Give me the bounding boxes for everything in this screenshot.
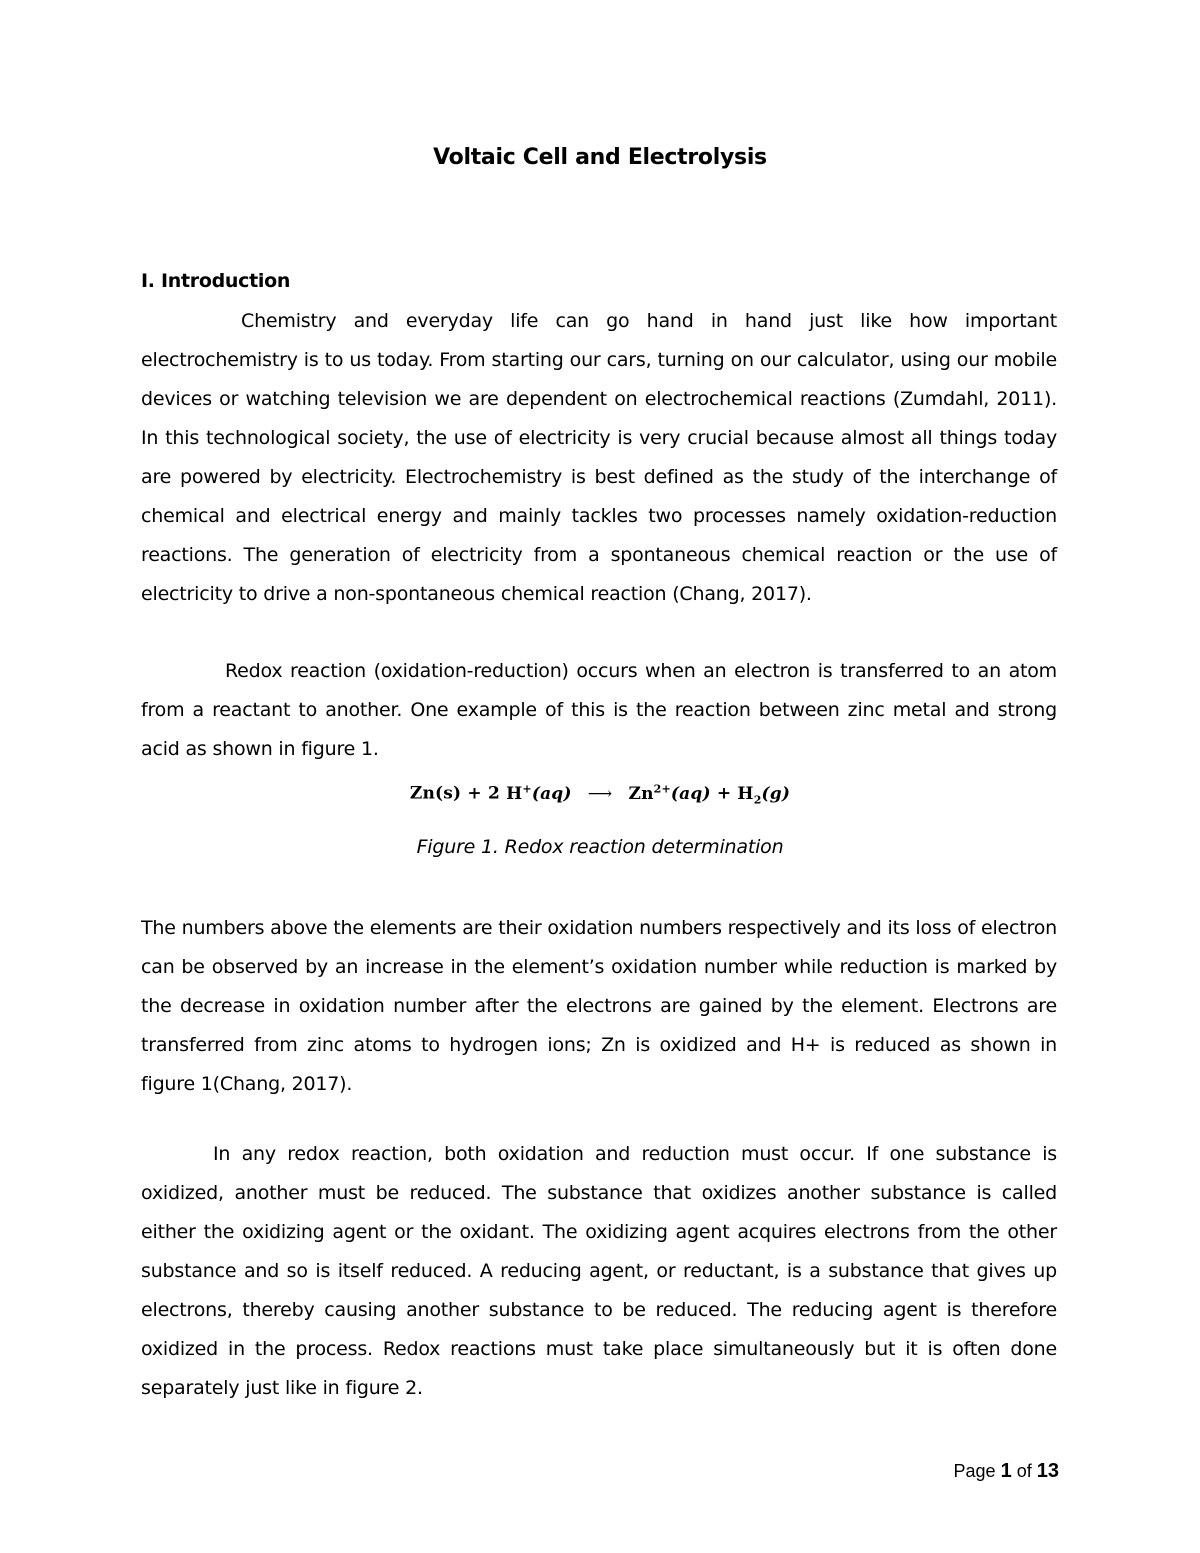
eq-product-hydrogen-gas: $H_2(g)$ [737,783,791,807]
paragraph-redox: Redox reaction (oxidation-reduction) occurs when an electron is transferred to an atom from a reactant to another. One example of this is the reaction between zinc metal and strong acid as shown in figure 1. [141,660,1057,760]
eq-reactant-zinc: Zn(s) [409,783,462,804]
eq-product-zinc-ion: $Zn^{2+}(aq)$ [628,782,711,804]
eq-plus: + [467,783,482,804]
eq-reactant-hydrogen: H+(aq) [506,782,572,804]
eq-plus: + [716,783,732,804]
paragraph-redox-agents: In any redox reaction, both oxidation and reduction must occur. If one substance is oxidized, another must be reduced. The substance that oxidizes another substance is called either the oxidizing agent or the oxidant. The oxidizing agent acquires electrons from the other substance and so is itself reduced. A reducing agent, or reductant, is a substance that gives up electrons, thereby causing another substance to be reduced. The reducing agent is therefore oxidized in the process. Redox reactions must take place simultaneously but it is often done separately just like in figure 2. [141,1143,1057,1399]
document-title: Voltaic Cell and Electrolysis [433,145,767,170]
paragraph-oxidation-numbers: The numbers above the elements are their oxidation numbers respectively and its loss of electron can be observed by an increase in the element’s oxidation number while reduction is marked by the decrease in oxidation number after the electrons are gained by the element. Electrons are transferred from zinc atoms to hydrogen ions; Zn is oxidized and H+ is reduced as shown in figure 1(Chang, 2017). [141,917,1057,1095]
redox-equation [0,782,1200,806]
reaction-arrow-icon: ⟶ [587,783,613,804]
eq-coefficient: 2 [488,783,501,804]
page-number: Page 1 of 13 [953,1460,1059,1482]
paragraph-intro: Chemistry and everyday life can go hand in hand just like how important electrochemistry is to us today. From starting our cars, turning on our calculator, using our mobile devices or watching television we are dependent on electrochemical reactions (Zumdahl, 2011). In this technological society, the use of electricity is very crucial because almost all things today are powered by electricity. Electrochemistry is best defined as the study of the interchange of chemical and electrical energy and mainly tackles two processes namely oxidation-reduction reactions. The generation of electricity from a spontaneous chemical reaction or the use of electricity to drive a non-spontaneous chemical reaction (Chang, 2017). [141,310,1057,605]
section-heading: I. Introduction [141,270,291,292]
figure-caption: Figure 1. Redox reaction determination [416,836,784,858]
